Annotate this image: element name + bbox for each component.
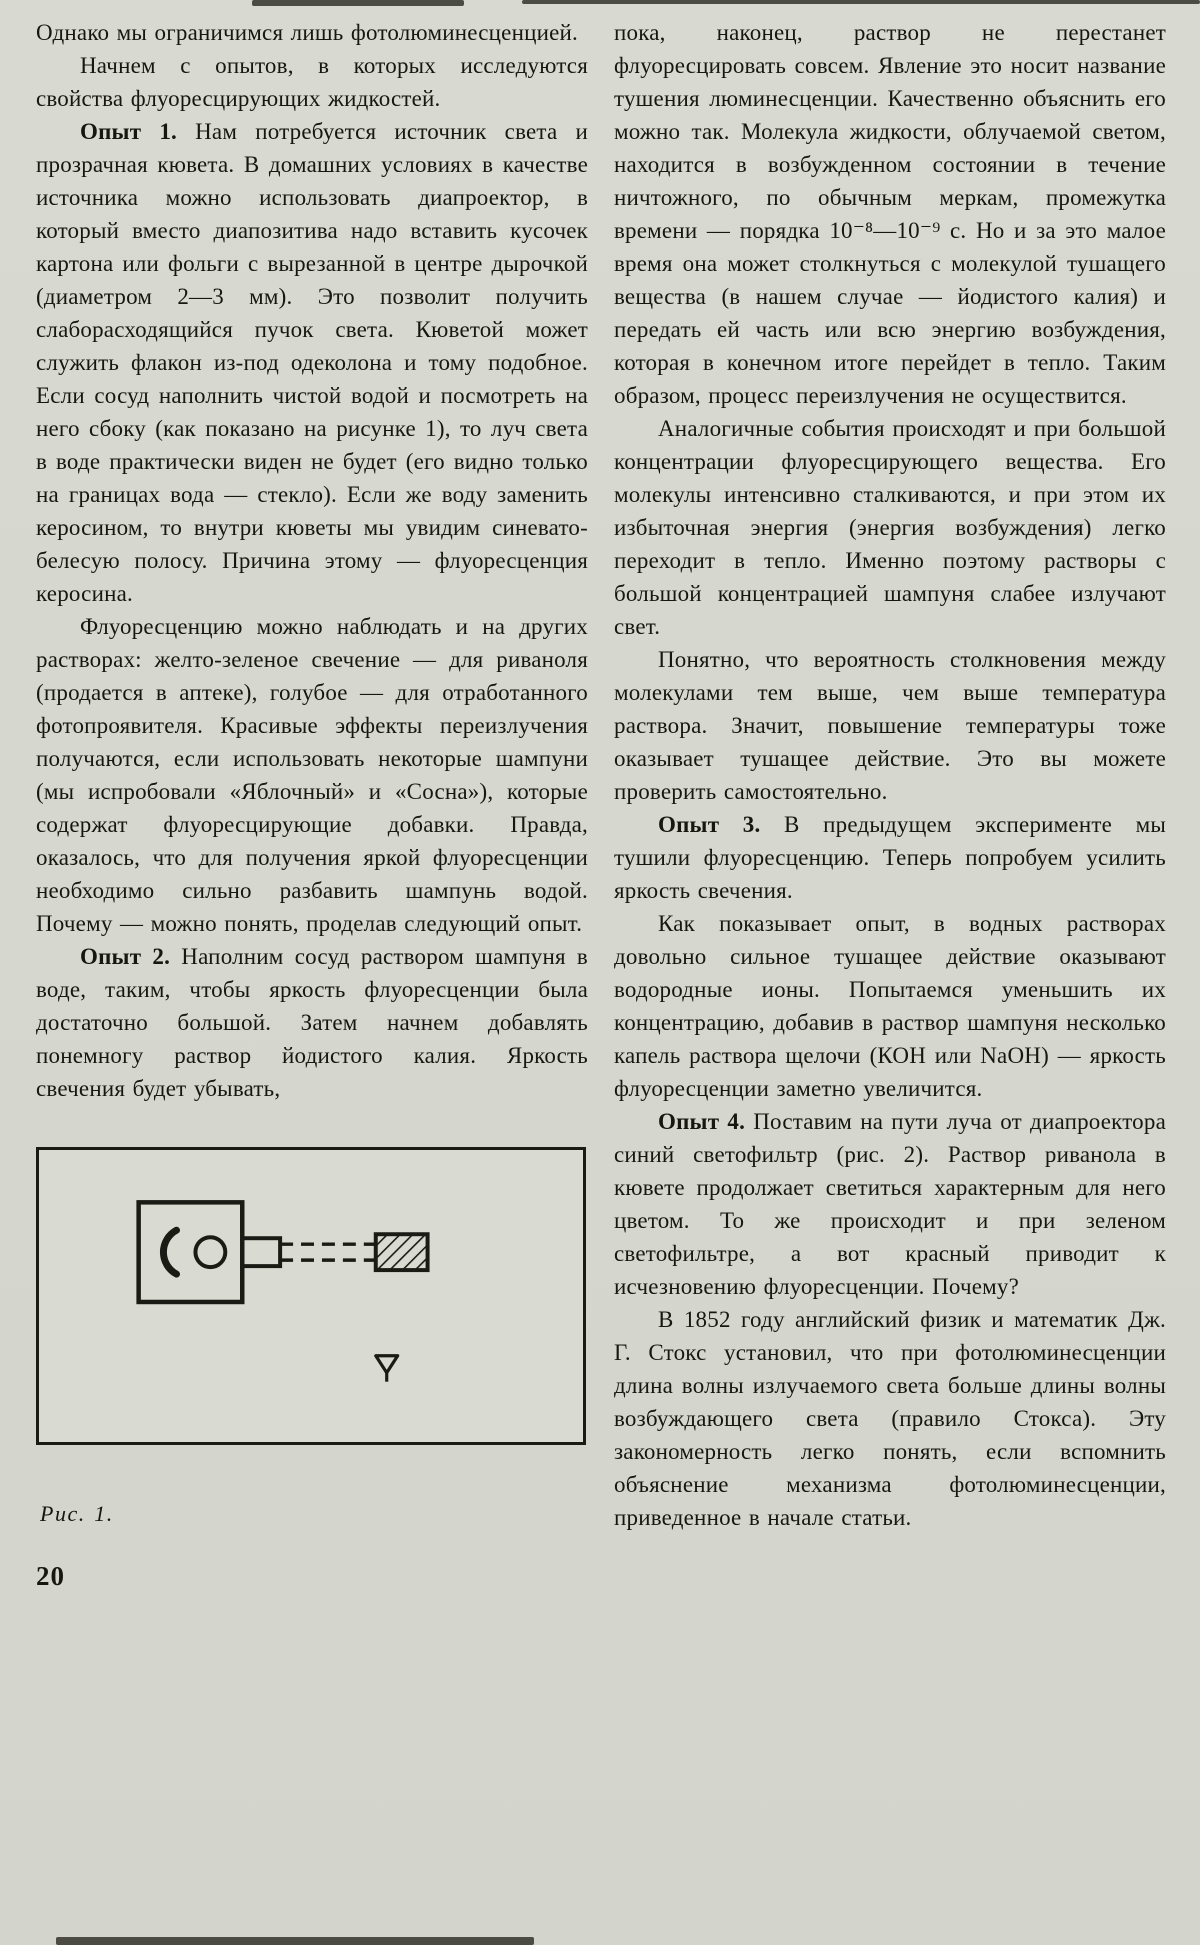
scan-edge-artifact xyxy=(522,0,1200,4)
paragraph: Как показывает опыт, в водных растворах довольно сильное тушащее действие оказывают водородные ионы. Попытаемся уменьшить их концентрацию, добавив в раствор шампуня несколько капель раствора щелочи (КОН или NaOH) — яркость флуоресценции заметно увеличится. xyxy=(614,911,1166,1101)
experiment-3-label: Опыт 3. xyxy=(658,812,761,837)
paragraph-text: Нам потребуется источник света и прозрачная кювета. В домашних условиях в качестве источника можно использовать диапроектор, в который вместо диапозитива надо вставить кусочек картона или фольги с вырезанной в центре дырочкой (диаметром 2—3 мм). Это позволит получить слаборасходящийся пучок света. Кюветой может служить флакон из-под одеколона и тому подобное. Если сосуд наполнить чистой водой и посмотреть на него сбоку (как показано на рисунке 1), то луч света в воде практически виден не будет (его видно только на границах вода — стекло). Если же воду заменить керосином, то внутри кюветы мы увидим синевато-белесую полосу. Причина этому — флуоресценция керосина. xyxy=(36,119,588,606)
experiment-4-label: Опыт 4. xyxy=(658,1109,746,1134)
paragraph: В 1852 году английский физик и математик Дж. Г. Стокс установил, что при фотолюминесценции длина волны излучаемого света больше длины волны возбуждающего света (правило Стокса). Эту закономерность легко понять, если вспомнить объяснение механизма фотолюминесценции, приведенное в начале статьи. xyxy=(614,1307,1166,1530)
paragraph-experiment-4 xyxy=(614,1105,1166,1303)
left-column xyxy=(36,16,588,1593)
right-column xyxy=(614,16,1166,1593)
experiment-2-label: Опыт 2. xyxy=(80,944,171,969)
paragraph: Начнем с опытов, в которых исследуются свойства флуоресцирующих жидкостей. xyxy=(36,53,588,111)
paragraph: Понятно, что вероятность столкновения между молекулами тем выше, чем выше температура раствора. Значит, повышение температуры тоже оказывает тушащее действие. Это вы можете проверить самостоятельно. xyxy=(614,647,1166,804)
paragraph: Аналогичные события происходят и при большой концентрации флуоресцирующего вещества. Его молекулы интенсивно сталкиваются, и при этом их избыточная энергия (энергия возбуждения) легко переходит в тепло. Именно поэтому растворы с большой концентрацией шампуня слабее излучают свет. xyxy=(614,416,1166,639)
paragraph-text: Наполним сосуд раствором шампуня в воде, таким, чтобы яркость флуоресценции была достаточно большой. Затем начнем добавлять понемногу раствор йодистого калия. Яркость свечения будет убывать, xyxy=(36,944,588,1101)
lamp-circle-icon xyxy=(195,1237,225,1267)
page-number: 20 xyxy=(36,1561,65,1591)
scan-edge-artifact xyxy=(252,0,464,6)
lamp-crescent-icon xyxy=(163,1230,176,1274)
lens-tube xyxy=(242,1238,280,1266)
eye-symbol-icon xyxy=(376,1356,398,1382)
paragraph-experiment-1 xyxy=(36,115,588,610)
figure-1-diagram xyxy=(39,1150,583,1442)
paragraph: Однако мы ограничимся лишь фотолюминесценцией. xyxy=(36,20,578,45)
figure-1 xyxy=(36,1147,586,1445)
paragraph-experiment-2 xyxy=(36,940,588,1105)
cuvette-hatched xyxy=(376,1234,428,1270)
paragraph: пока, наконец, раствор не перестанет флуоресцировать совсем. Явление это носит название тушения люминесценции. Качественно объяснить его можно так. Молекула жидкости, облучаемой светом, находится в возбужденном состоянии в течение ничтожного, по обычным меркам, промежутка времени — порядка 10⁻⁸—10⁻⁹ с. Но и за это малое время она может столкнуться с молекулой тушащего вещества (в нашем случае — йодистого калия) и передать ей часть или всю энергию возбуждения, которая в конечном итоге перейдет в тепло. Таким образом, процесс переизлучения не осуществится. xyxy=(614,20,1166,408)
paragraph-text: Поставим на пути луча от диапроектора синий светофильтр (рис. 2). Раствор риванола в кювете продолжает светиться характерным для него цветом. То же происходит и при зеленом светофильтре, а вот красный приводит к исчезновению флуоресценции. Почему? xyxy=(614,1109,1166,1299)
scan-edge-artifact xyxy=(56,1937,534,1945)
figure-caption: Рис. 1. xyxy=(40,1501,114,1526)
paragraph-text: В предыдущем эксперименте мы тушили флуоресценцию. Теперь попробуем усилить яркость свечения. xyxy=(614,812,1166,903)
paragraph: Флуоресценцию можно наблюдать и на других растворах: желто-зеленое свечение — для риваноля (продается в аптеке), голубое — для отработанного фотопроявителя. Красивые эффекты переизлучения получаются, если использовать некоторые шампуни (мы испробовали «Яблочный» и «Сосна»), которые содержат флуоресцирующие добавки. Правда, оказалось, что для получения яркой флуоресценции необходимо сильно разбавить шампунь водой. Почему — можно понять, проделав следующий опыт. xyxy=(36,614,588,936)
experiment-1-label: Опыт 1. xyxy=(80,119,177,144)
paragraph-experiment-3 xyxy=(614,808,1166,907)
